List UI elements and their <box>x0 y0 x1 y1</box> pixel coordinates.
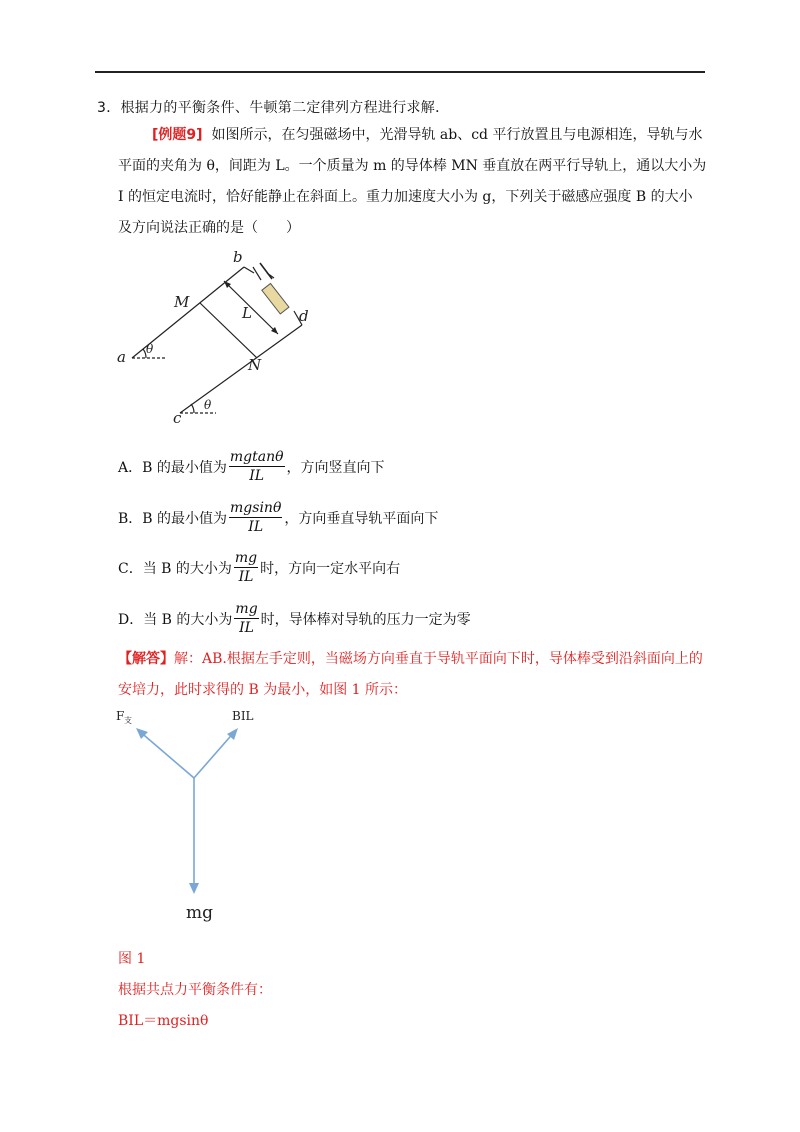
label-a: a <box>117 348 126 366</box>
label-N: N <box>248 356 262 374</box>
force-diagram <box>108 702 268 924</box>
choice-A[interactable]: A．B 的最小值为 $\frac{mgtan\theta}{IL}$ ，方向竖直向下 <box>118 449 385 484</box>
theta-arc-2 <box>191 404 194 413</box>
choice-D[interactable]: D．当 B 的大小为 $\frac{mg}{IL}$ 时，导体棒对导轨的压力一定为零 <box>118 601 471 636</box>
fraction-C: $\frac{mg}{IL}$ <box>234 550 258 585</box>
problem-line-2: 平面的夹角为 θ，间距为 L。一个质量为 m 的导体棒 MN 垂直放在两平行导轨上，通以大小为 <box>118 158 707 174</box>
label-F: F <box>116 709 125 723</box>
label-d: d <box>299 307 309 325</box>
label-mg: mg <box>186 903 214 923</box>
condition-text: 根据共点力平衡条件有： <box>118 982 272 998</box>
label-theta-2: θ <box>204 398 212 412</box>
label-L: L <box>242 304 252 322</box>
label-b: b <box>233 248 243 266</box>
problem-line-1: [例题9] 如图所示，在匀强磁场中，光滑导轨 ab、cd 平行放置且与电源相连，导轨与水 <box>152 127 703 143</box>
label-F-sub: 支 <box>124 716 132 725</box>
section-heading: 3．根据力的平衡条件、牛顿第二定律列方程进行求解． <box>97 100 450 116</box>
fraction-D: $\frac{mg}{IL}$ <box>235 601 258 636</box>
label-c: c <box>173 409 182 427</box>
problem-line-3: I 的恒定电流时，恰好能静止在斜面上。重力加速度大小为 g，下列关于磁感应强度 B 的大小 <box>118 189 693 205</box>
label-BIL: BIL <box>232 709 254 723</box>
choice-C[interactable]: C．当 B 的大小为 $\frac{mg}{IL}$ 时，方向一定水平向右 <box>118 550 401 585</box>
wire-b <box>244 267 254 273</box>
fraction-A: $\frac{mgtan\theta}{IL}$ <box>229 449 284 484</box>
problem-text <box>118 120 708 244</box>
choice-B[interactable]: B．B 的最小值为 $\frac{mgsin\theta}{IL}$ ，方向垂直导轨平面向下 <box>118 500 439 535</box>
answer-line-1: 解：AB.根据左手定则，当磁场方向垂直于导轨平面向下时，导体棒受到沿斜面向上的 <box>174 651 703 667</box>
problem-line-4: 及方向说法正确的是（ ） <box>118 220 300 236</box>
figure-caption: 图 1 <box>118 951 146 967</box>
header-rule <box>95 71 705 73</box>
battery-plate-2 <box>260 263 272 279</box>
label-theta-1: θ <box>146 342 154 356</box>
equation: BIL＝mgsinθ <box>118 1013 209 1029</box>
label-M: M <box>174 293 190 311</box>
fraction-B: $\frac{mgsin\theta}{IL}$ <box>230 500 282 535</box>
battery-plate-1 <box>253 267 261 280</box>
arrow-BIL <box>194 730 236 778</box>
arrowhead-mg <box>189 883 199 894</box>
rail-cd <box>180 325 302 413</box>
arrow-F-support <box>138 730 194 778</box>
answer-line-2: 安培力，此时求得的 B 为最小，如图 1 所示： <box>118 682 407 698</box>
answer-text <box>118 644 708 706</box>
resistor <box>262 283 289 313</box>
answer-tag: 【解答】 <box>118 651 174 667</box>
rail-diagram <box>112 245 322 427</box>
example-tag: [例题9] <box>152 127 203 143</box>
